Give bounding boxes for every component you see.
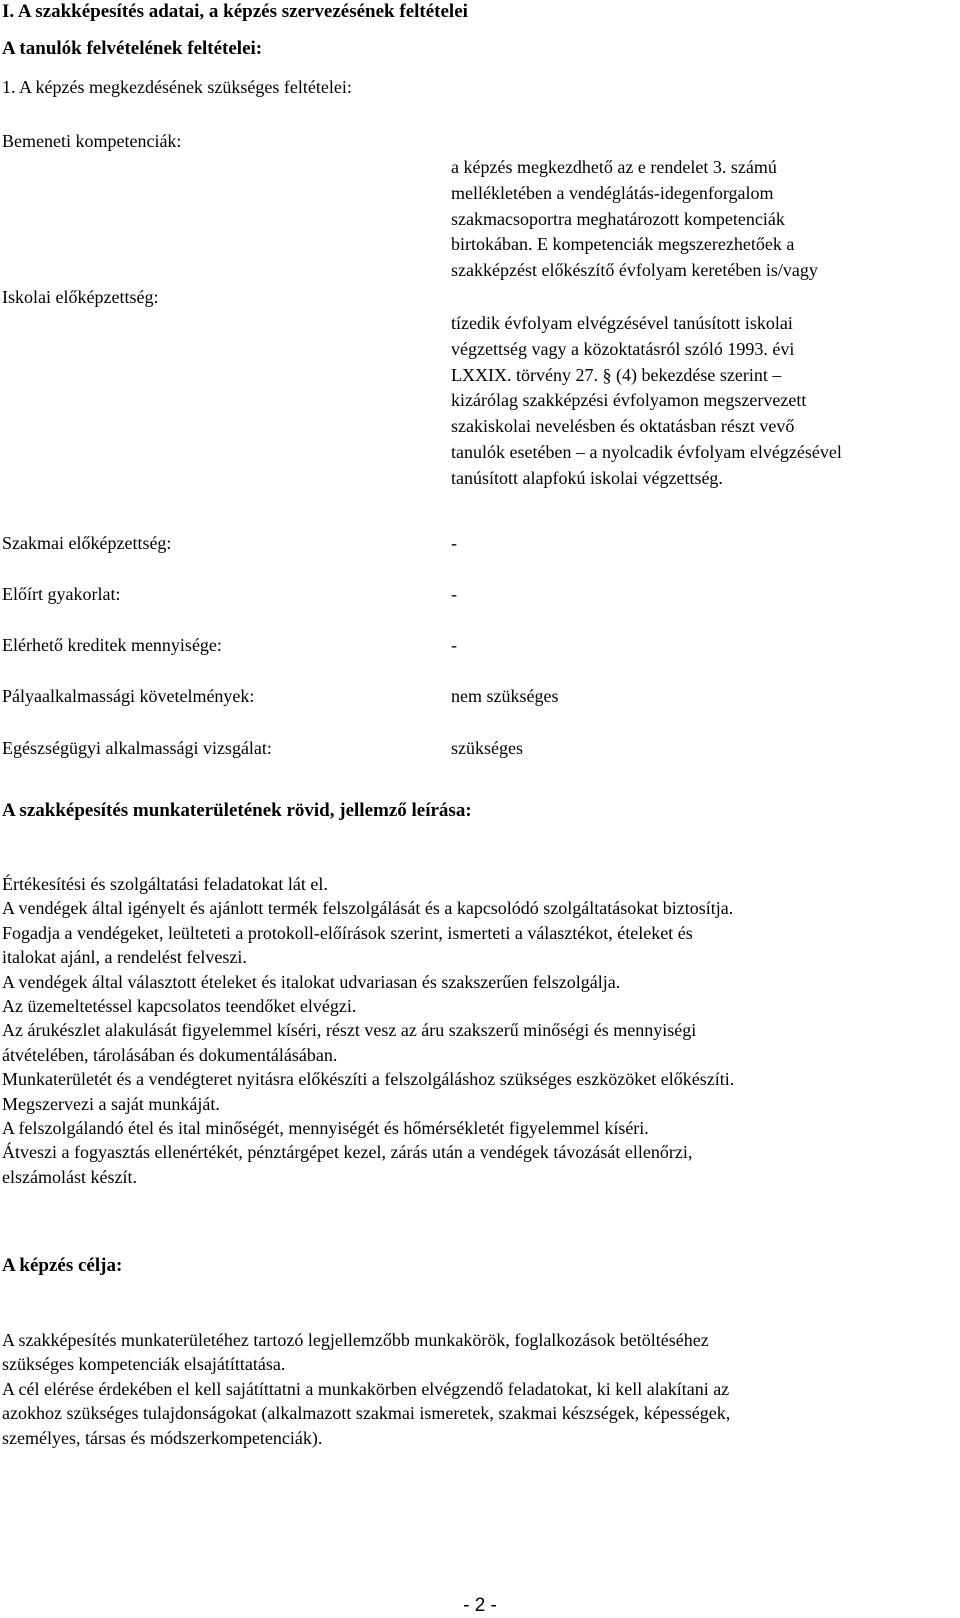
career-req-value: nem szükséges — [451, 686, 559, 706]
text-line: szakképzést előkészítő évfolyam keretében is/vagy — [451, 260, 818, 281]
text-line: szükséges kompetenciák elsajátíttatása. — [2, 1354, 286, 1375]
text-line: A cél elérése érdekében el kell sajátíttatni a munkakörben elvégzendő feladatokat, ki kell alakítani az — [2, 1378, 730, 1399]
input-competencies-label: Bemeneti kompetenciák: — [2, 131, 182, 151]
career-req-label: Pályaalkalmassági követelmények: — [2, 686, 255, 706]
text-line: A szakképesítés munkaterületéhez tartozó legjellemzőbb munkakörök, foglalkozások betöltéséhez — [2, 1330, 709, 1350]
text-line: személyes, társas és módszerkompetenciák). — [2, 1427, 323, 1448]
prerequisites-heading: 1. A képzés megkezdésének szükséges feltételei: — [2, 77, 352, 97]
work-area-heading: A szakképesítés munkaterületének rövid, jellemző leírása: — [2, 800, 472, 821]
text-line: Értékesítési és szolgáltatási feladatokat lát el. — [2, 874, 328, 894]
text-line: végzettség vagy a közoktatásról szóló 1993. évi — [451, 338, 795, 359]
text-line: mellékletében a vendéglátás-idegenforgalom — [451, 182, 774, 203]
text-line: átvételében, tárolásában és dokumentálásában. — [2, 1044, 338, 1065]
text-line: Fogadja a vendégeket, leülteteti a protokoll-előírások szerint, ismerteti a választékot, ételeket és — [2, 922, 693, 943]
text-line: Az árukészlet alakulását figyelemmel kíséri, részt vesz az áru szakszerű minőségi és mennyiségi — [2, 1020, 697, 1041]
goal-text — [2, 1328, 947, 1450]
text-line: Munkaterületét és a vendégteret nyitásra előkészíti a felszolgáláshoz szükséges eszközöket előkészíti. — [2, 1069, 735, 1090]
required-practice-label: Előírt gyakorlat: — [2, 584, 121, 604]
health-exam-value: szükséges — [451, 738, 523, 758]
text-line: tanúsított alapfokú iskolai végzettség. — [451, 467, 723, 488]
work-area-text — [2, 872, 947, 1189]
text-line: birtokában. E kompetenciák megszerezhetőek a — [451, 234, 795, 255]
text-line: kizárólag szakképzési évfolyamon megszervezett — [451, 390, 807, 411]
credits-value: - — [451, 635, 457, 655]
text-line: italokat ajánl, a rendelést felveszi. — [2, 947, 247, 968]
text-line: azokhoz szükséges tulajdonságokat (alkalmazott szakmai ismeretek, szakmai készségek, képességek, — [2, 1403, 731, 1424]
health-exam-label: Egészségügyi alkalmassági vizsgálat: — [2, 738, 272, 758]
admission-heading: A tanulók felvételének feltételei: — [2, 38, 263, 59]
competencies-text — [451, 155, 818, 284]
required-practice-value: - — [451, 584, 457, 604]
text-line: elszámolást készít. — [2, 1166, 137, 1187]
text-line: a képzés megkezdhető az e rendelet 3. számú — [451, 157, 777, 177]
text-line: szakmacsoportra meghatározott kompetenciák — [451, 208, 785, 229]
school-prereq-label: Iskolai előképzettség: — [2, 287, 159, 307]
text-line: LXXIX. törvény 27. § (4) bekezdése szerint – — [451, 364, 782, 385]
prof-prereq-value: - — [451, 533, 457, 553]
text-line: Megszervezi a saját munkáját. — [2, 1093, 220, 1114]
text-line: Átveszi a fogyasztás ellenértékét, pénztárgépet kezel, zárás után a vendégek távozását ellenőrzi, — [2, 1142, 693, 1163]
prof-prereq-label: Szakmai előképzettség: — [2, 533, 172, 553]
text-line: tízedik évfolyam elvégzésével tanúsított iskolai — [451, 313, 793, 333]
text-line: Az üzemeltetéssel kapcsolatos teendőket elvégzi. — [2, 996, 357, 1017]
text-line: szakiskolai nevelésben és oktatásban részt vevő — [451, 416, 795, 437]
text-line: A vendégek által igényelt és ajánlott termék felszolgálását és a kapcsolódó szolgáltatásokat biztosítja. — [2, 898, 734, 919]
page-number: - 2 - — [463, 1595, 497, 1616]
text-line: A felszolgálandó étel és ital minőségét, mennyiségét és hőmérsékletét figyelemmel kíséri. — [2, 1118, 649, 1139]
text-line: A vendégek által választott ételeket és italokat udvariasan és szakszerűen felszolgálja. — [2, 971, 621, 992]
school-text — [451, 311, 842, 492]
section-title: I. A szakképesítés adatai, a képzés szervezésének feltételei — [2, 1, 468, 22]
text-line: tanulók esetében – a nyolcadik évfolyam elvégzésével — [451, 441, 842, 462]
goal-heading: A képzés célja: — [2, 1255, 123, 1276]
credits-label: Elérhető kreditek mennyisége: — [2, 635, 222, 655]
